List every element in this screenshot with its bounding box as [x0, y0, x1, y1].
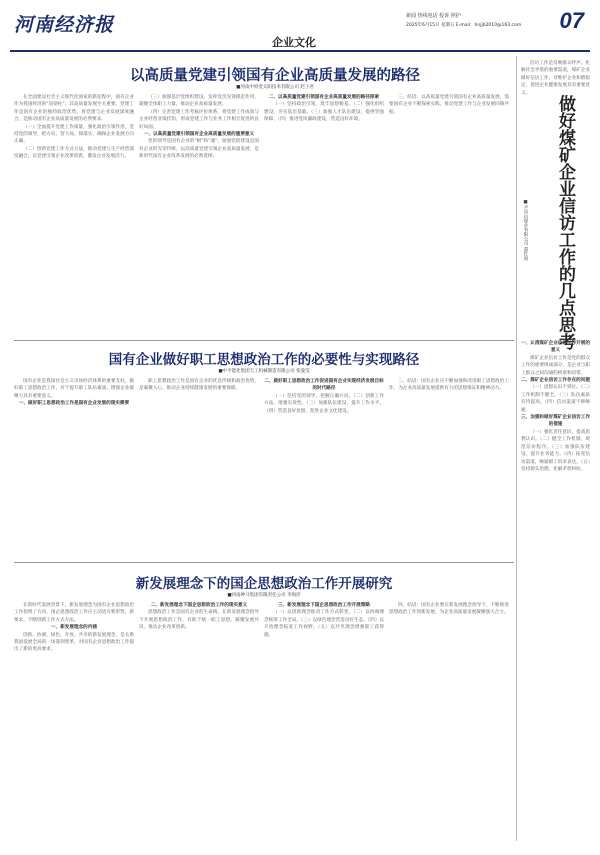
article3-paragraph: 四、结语：国有企业要在新发展理念指导下，不断推进思想政治工作创新发展，为企业高质量发展凝聚强大合力。	[389, 603, 509, 616]
article3-column-2	[139, 602, 259, 842]
article-divider	[14, 340, 514, 341]
article2-byline: ■中平能化集团天工机械制造有限公司 张曼莹	[218, 369, 310, 374]
article1-column-1	[14, 94, 134, 334]
masthead	[10, 8, 590, 48]
article3-subheading: 一、新发展理念的内涵	[51, 625, 97, 631]
article1-paragraph: （一）全面提升党建工作质量，强化政治引领作用，坚持党的领导，把方向、管大局、保落实，确保企业发展方向正确。	[14, 124, 134, 145]
article1-column-3	[264, 94, 384, 334]
side-column-divider	[516, 56, 517, 841]
article2-column-3	[264, 378, 384, 556]
article3-paragraph: 在新时代发展背景下，新发展理念为国有企业思想政治工作指明了方向，国企思想政治工作应主动适应新形势、新要求，不断创新工作方式方法。	[14, 603, 134, 623]
article1-paragraph: 党的领导是国有企业的"根"和"魂"，加强党的建设是国有企业的光荣传统，以高质量党建引领企业高质量发展，是新时代国有企业改革发展的必然选择。	[139, 139, 259, 160]
page-number: 07	[559, 8, 584, 33]
masthead-rule	[10, 50, 590, 52]
side-paragraph: （一）强化责任意识，提高思想认识。（二）健全工作机制，规范信访程序。（三）加强队伍建设，提升业务能力。（四）拓宽信访渠道，畅通职工诉求表达。（五）坚持源头治理，化解矛盾纠纷。	[521, 429, 590, 472]
article2-paragraph: 职工思想政治工作是国有企业的优良传统和政治优势，是凝聚人心、推动企业持续健康发展的重要保障。	[139, 379, 259, 392]
article2-paragraph: 国有企业是我国社会主义市场经济体系的重要支柱，做好职工思想政治工作，对于提升职工队伍素质、增强企业凝聚力具有重要意义。	[14, 379, 134, 399]
side-article-title: 做好煤矿企业信访工作的几点思考	[555, 95, 575, 350]
article3-paragraph: 思想政治工作是国有企业的生命线，在新发展理念指导下开展思想政治工作，有助于统一职工思想，凝聚发展共识，推动企业改革创新。	[139, 610, 259, 631]
article1-paragraph: （二）创新党建工作方式方法，推动党建与生产经营深度融合，以党建引领企业改革创新，激发企业发展活力。	[14, 146, 134, 160]
article3-byline: ■河南神马集团有限责任公司 李海洋	[227, 593, 301, 598]
side-article-byline: ■平顶山煤业有限公司 董红娟	[523, 200, 528, 261]
article3-column-4	[389, 602, 509, 842]
article3-paragraph: 创新、协调、绿色、开放、共享的新发展理念，是关系我国发展全局的一场深刻变革，对国有企业思想政治工作提出了新的更高要求。	[14, 632, 134, 653]
side-subheading: 二、煤矿企业信访工作存在的问题	[521, 378, 590, 384]
article2-subheading: 二、做好职工思想政治工作促进国有企业实现经济发展目标的时代路径	[264, 379, 384, 392]
article3-subheading: 三、新发展理念下国企思想政治工作开展策略	[278, 603, 370, 608]
masthead-meta-top: 新闻 热线电话 投诉 照护	[406, 13, 461, 19]
article2-subheading: 一、做好职工思想政治工作是国有企业发展的现实需要	[18, 401, 130, 407]
article1-paragraph: 在全面建设社会主义现代化国家的新征程中，国有企业作为我国经济的"顶梁柱"，其高质量发展至关重要。党建工作是国有企业的独特政治优势，将党建与企业发展深度融合，是推动国有企业高质量发展的必然要求。	[14, 95, 134, 123]
article1-byline: ■河南中原金太阳技术有限公司 赵子君	[236, 85, 314, 90]
article2-paragraph: 三、结语：国有企业应不断加强和改进职工思想政治工作，为企业高质量发展提供有力的思想保证和精神动力。	[389, 379, 509, 392]
article1-paragraph: （三）加强基层党组织建设，发挥党员先锋模范作用，凝聚全体职工力量，推动企业高质量发展。	[139, 95, 259, 108]
article2-column-2	[139, 378, 259, 556]
article1-headline: 以高质量党建引领国有企业高质量发展的路径	[130, 68, 420, 84]
article3-column-3	[264, 602, 384, 842]
article1-paragraph: （四）完善党建工作考核评价体系，将党建工作成效与企业经营业绩挂钩，形成党建工作与业务工作相互促进的良好局面。	[139, 109, 259, 130]
side-paragraph: 煤矿企业信访工作是党的群众工作的重要组成部分，是企业与职工群众之间沟通的桥梁和纽带。	[521, 355, 590, 376]
article2-paragraph: （一）坚持党的领导，把握正确方向。（二）创新工作方法，增强实效性。（三）加强队伍建设，提升工作水平。（四）营造良好氛围，促进企业文化建设。	[264, 393, 384, 414]
article1-subheading: 一、以高质量党建引领国有企业高质量发展的重要意义	[143, 132, 255, 138]
side-subheading: 三、加强和做好煤矿企业信访工作的措施	[521, 415, 590, 428]
article3-paragraph: （一）以创新理念推动工作方式转变。（二）以协调理念统筹工作全局。（三）以绿色理念营造良好生态。（四）以开放理念拓宽工作视野。（五）以共享理念增强职工获得感。	[264, 610, 384, 638]
article1-paragraph: （一）坚持政治引领，筑牢思想根基。（二）强化组织建设，夯实基层基础。（三）加强人才队伍建设，提供坚强保障。（四）推进党风廉政建设，营造良好环境。	[264, 102, 384, 123]
article3-column-1	[14, 602, 134, 842]
article3-subheading: 二、新发展理念下国企思想政治工作的现实意义	[150, 603, 248, 608]
article-divider	[14, 562, 514, 563]
article2-column-4	[389, 378, 509, 556]
article2-headline: 国有企业做好职工思想政治工作的必要性与实现路径	[108, 352, 420, 368]
side-paragraph: （一）思想认识不到位。（二）工作机制不健全。（三）队伍素质有待提高。（四）信访渠道不够畅通。	[521, 385, 590, 413]
side-column-text	[521, 340, 590, 840]
article1-column-2	[139, 94, 259, 334]
article1-subheading: 二、以高质量党建引领国有企业高质量发展的路径探索	[268, 95, 380, 100]
article3-headline: 新发展理念下的国企思想政治工作开展研究	[135, 576, 393, 592]
article1-paragraph: 三、结语：以高质量党建引领国有企业高质量发展，需要国有企业不断探索实践，推动党建工作与企业发展同频共振。	[389, 95, 509, 115]
side-column-text-top	[521, 60, 590, 96]
masthead-meta-bottom: 2025年6月15日 星期五 E-mail：hnjjb2010@163.com	[406, 23, 522, 28]
side-paragraph: 信访工作是反映群众呼声、化解社会矛盾的重要渠道，煤矿企业做好信访工作，对维护企业和谐稳定、促进企业健康发展具有重要意义。	[521, 61, 590, 96]
newspaper-logo: 河南经济报	[14, 14, 115, 36]
side-subheading: 一、认清煤矿企业信访工作开展的意义	[521, 341, 590, 354]
section-title: 企业文化	[272, 36, 316, 49]
article1-column-4	[389, 94, 509, 334]
article2-column-1	[14, 378, 134, 556]
